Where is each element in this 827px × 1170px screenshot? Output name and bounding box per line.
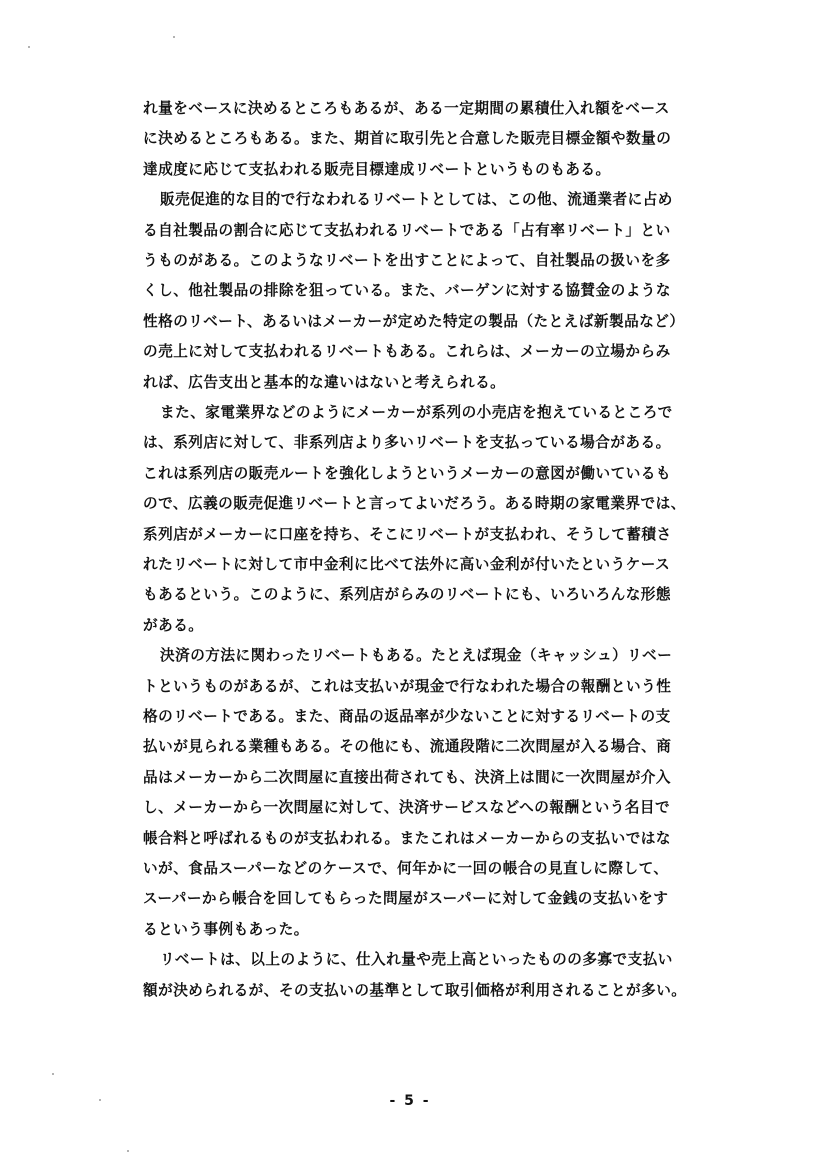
text-line: 系列店がメーカーに口座を持ち、そこにリベートが支払われ、そうして蓄積さ xyxy=(143,525,672,543)
text-line: くし、他社製品の排除を狙っている。また、バーゲンに対する協賛金のような xyxy=(143,282,671,300)
text-line: スーパーから帳合を回してもらった問屋がスーパーに対して金銭の支払いをす xyxy=(143,890,669,908)
text-line: いが、食品スーパーなどのケースで、何年かに一回の帳合の見直しに際して、 xyxy=(143,860,669,877)
text-line: に決めるところもある。また、期首に取引先と合意した販売目標金額や数量の xyxy=(143,130,672,148)
text-line: リベートは、以上のように、仕入れ量や売上高といったものの多寡で支払い xyxy=(160,951,673,969)
text-line: 格のリベートである。また、商品の返品率が少ないことに対するリベートの支 xyxy=(143,708,671,725)
text-line: 販売促進的な目的で行なわれるリベートとしては、この他、流通業者に占め xyxy=(160,191,673,209)
scan-speck xyxy=(28,46,30,48)
text-line: 帳合料と呼ばれるものが支払われる。またこれはメーカーからの支払いではな xyxy=(143,829,671,847)
text-line: れ量をベースに決めるところもあるが、ある一定期間の累積仕入れ額をベース xyxy=(143,100,670,117)
scan-speck xyxy=(173,36,175,38)
text-line: うものがある。このようなリベートを出すことによって、自社製品の扱いを多 xyxy=(143,252,671,269)
scan-speck xyxy=(52,1073,54,1075)
text-line: れたリベートに対して市中金利に比べて法外に高い金利が付いたというケース xyxy=(143,556,671,573)
page-number: - 5 - xyxy=(389,1093,431,1109)
scan-speck xyxy=(99,1099,101,1101)
text-line: ので、広義の販売促進リベートと言ってよいだろう。ある時期の家電業界では、 xyxy=(143,495,686,513)
text-line: また、家電業界などのようにメーカーが系列の小売店を抱えているところで xyxy=(160,404,673,421)
text-line: 性格のリベート、あるいはメーカーが定めた特定の製品（たとえば新製品など） xyxy=(143,312,685,330)
text-line: し、メーカーから一次問屋に対して、決済サービスなどへの報酬という名目で xyxy=(143,799,671,817)
text-line: 決済の方法に関わったリベートもある。たとえば現金（キャッシュ）リベー xyxy=(160,647,673,665)
text-line: れば、広告支出と基本的な違いはないと考えられる。 xyxy=(143,373,506,391)
text-line: トというものがあるが、これは支払いが現金で行なわれた場合の報酬という性 xyxy=(143,677,672,695)
text-line: 達成度に応じて支払われる販売目標達成リベートというものもある。 xyxy=(143,160,611,178)
text-line: るという事例もあった。 xyxy=(143,920,309,938)
text-line: る自社製品の割合に応じて支払われるリベートである「占有率リベート」とい xyxy=(143,221,671,239)
text-line: の売上に対して支払われるリベートもある。これらは、メーカーの立場からみ xyxy=(143,343,671,361)
text-line: もあるという。このように、系列店がらみのリベートにも、いろいろんな形態 xyxy=(143,586,671,604)
text-line: 払いが見られる業種もある。その他にも、流通段階に二次問屋が入る場合、商 xyxy=(143,738,672,756)
text-line: 額が決められるが、その支払いの基準として取引価格が利用されることが多い。 xyxy=(143,981,687,999)
scan-speck xyxy=(127,1150,129,1152)
text-line: これは系列店の販売ルートを強化しようというメーカーの意図が働いているも xyxy=(143,464,671,482)
text-line: 品はメーカーから二次問屋に直接出荷されても、決済上は間に一次問屋が介入 xyxy=(143,768,671,786)
text-line: は、系列店に対して、非系列店より多いリベートを支払っている場合がある。 xyxy=(143,434,671,452)
text-line: がある。 xyxy=(143,616,204,634)
